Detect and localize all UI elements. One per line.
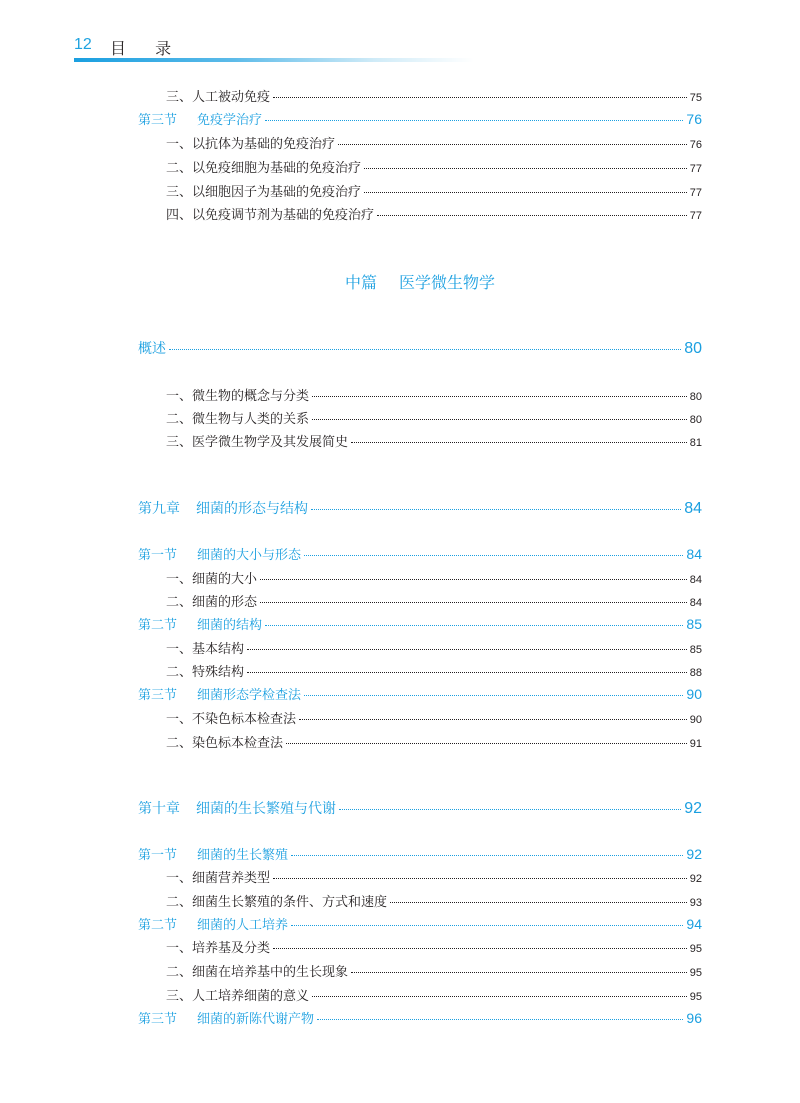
toc-item[interactable]: 一、培养基及分类 95 [166, 941, 702, 956]
toc-section[interactable]: 第三节 免疫学治疗 76 [138, 111, 702, 128]
toc-chapter[interactable]: 第九章 细菌的形态与结构 84 [138, 500, 702, 517]
toc-item[interactable]: 三、人工被动免疫 75 [166, 90, 702, 105]
toc-item[interactable]: 二、微生物与人类的关系 80 [166, 412, 702, 427]
toc-chapter[interactable]: 概述 80 [138, 340, 702, 357]
page-number: 12 [74, 36, 92, 53]
toc-section[interactable]: 第二节 细菌的人工培养 94 [138, 916, 702, 933]
toc-item[interactable]: 二、以免疫细胞为基础的免疫治疗 77 [166, 161, 702, 176]
toc-item[interactable]: 二、染色标本检查法 91 [166, 736, 702, 751]
toc-item[interactable]: 三、人工培养细菌的意义 95 [166, 989, 702, 1004]
toc-section[interactable]: 第一节 细菌的大小与形态 84 [138, 546, 702, 563]
toc-item[interactable]: 二、特殊结构 88 [166, 665, 702, 680]
toc-item[interactable]: 二、细菌的形态 84 [166, 595, 702, 610]
toc-chapter[interactable]: 第十章 细菌的生长繁殖与代谢 92 [138, 800, 702, 817]
running-title: 目 录 [110, 39, 184, 58]
toc-item[interactable]: 二、细菌在培养基中的生长现象 95 [166, 965, 702, 980]
toc-item[interactable]: 一、以抗体为基础的免疫治疗 76 [166, 137, 702, 152]
toc-item[interactable]: 三、医学微生物学及其发展简史 81 [166, 435, 702, 450]
toc-item[interactable]: 三、以细胞因子为基础的免疫治疗 77 [166, 185, 702, 200]
toc-item[interactable]: 一、细菌营养类型 92 [166, 871, 702, 886]
part-title: 中篇 医学微生物学 [344, 275, 496, 292]
toc-item[interactable]: 一、不染色标本检查法 90 [166, 712, 702, 727]
toc-section[interactable]: 第一节 细菌的生长繁殖 92 [138, 846, 702, 863]
toc-section[interactable]: 第三节 细菌形态学检查法 90 [138, 686, 702, 703]
header-rule [74, 58, 474, 62]
toc-item[interactable]: 一、微生物的概念与分类 80 [166, 389, 702, 404]
toc-item[interactable]: 二、细菌生长繁殖的条件、方式和速度 93 [166, 895, 702, 910]
toc-section[interactable]: 第二节 细菌的结构 85 [138, 616, 702, 633]
toc-item[interactable]: 四、以免疫调节剂为基础的免疫治疗 77 [166, 208, 702, 223]
toc-section[interactable]: 第三节 细菌的新陈代谢产物 96 [138, 1010, 702, 1027]
toc-item[interactable]: 一、基本结构 85 [166, 642, 702, 657]
toc-item[interactable]: 一、细菌的大小 84 [166, 572, 702, 587]
